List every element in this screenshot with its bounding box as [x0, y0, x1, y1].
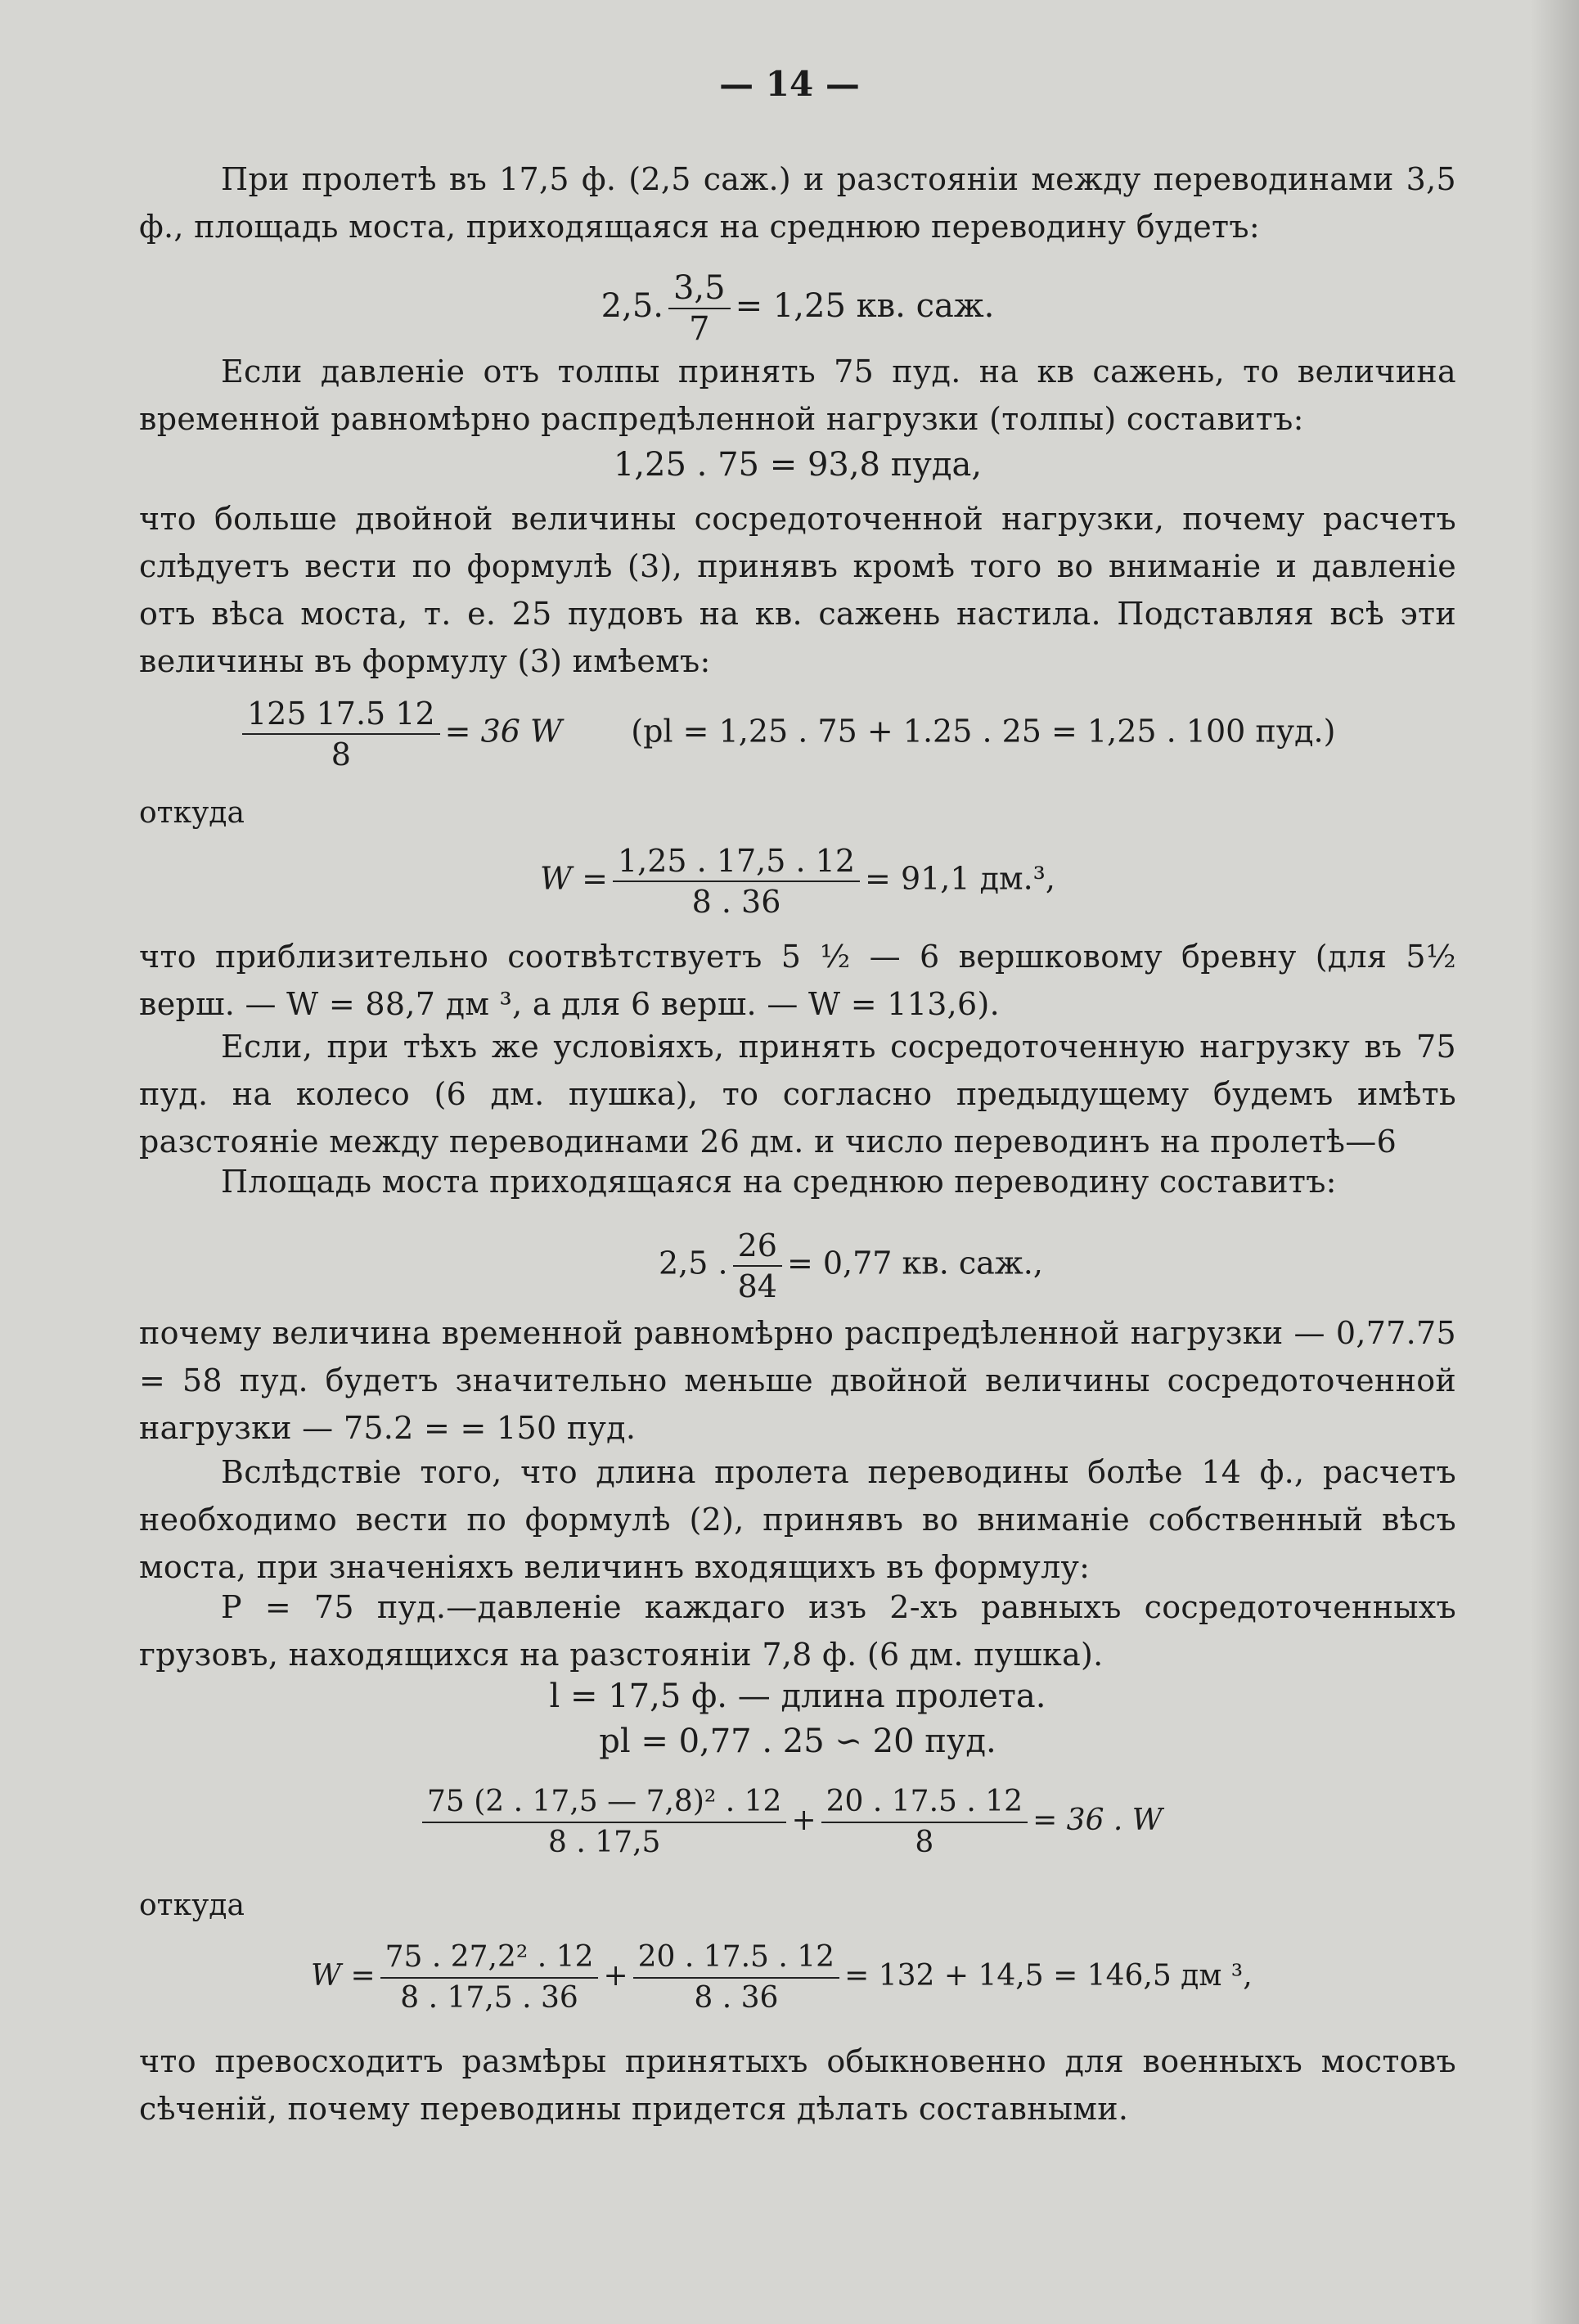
paragraph-7-block — [139, 1309, 1456, 1452]
paragraph-2: Если давленіе отъ толпы принять 75 пуд. на кв сажень, то величина временной равномѣрно распредѣленной нагрузки (толпы) составитъ: — [139, 354, 1456, 437]
formula-6: l = 17,5 ф. — длина пролета. — [549, 1678, 1046, 1715]
formula-3-rhs: = 36 W — [444, 713, 563, 750]
formula-2: 1,25 . 75 = 93,8 пуда, — [613, 446, 983, 484]
formula-8-plus: + — [791, 1804, 816, 1837]
formula-8-fraction-2 — [821, 1784, 1028, 1861]
otkuda-label-1: откуда — [139, 796, 245, 830]
paragraph-7: почему величина временной равномѣрно распредѣленной нагрузки — 0,77.75 = 58 пуд. будетъ значительно меньше двойной величины сосредоточенной нагрузки — 75.2 = = 150 пуд. — [139, 1315, 1456, 1446]
paragraph-3-block — [139, 495, 1456, 685]
formula-9-lhs: W = — [311, 1959, 376, 1993]
formula-8-den-1: 8 . 17,5 — [548, 1826, 661, 1859]
formula-1-fraction — [668, 270, 731, 347]
otkuda-label-2: откуда — [139, 1889, 245, 1922]
paragraph-6-block — [139, 1158, 1456, 1205]
paragraph-1: При пролетѣ въ 17,5 ф. (2,5 саж.) и разстояніи между переводинами 3,5 ф., площадь моста, приходящаяся на среднюю переводину будетъ: — [139, 161, 1456, 245]
formula-5-lhs: 2,5 . — [659, 1245, 728, 1281]
paragraph-4: что приблизительно соотвѣтствуетъ 5 ½ — 6 вершковому бревну (для 5½ верш. — W = 88,7 дм ³, а для 6 верш. — W = 113,6). — [139, 939, 1456, 1022]
paragraph-4-block — [139, 933, 1456, 1028]
formula-8-fraction-1 — [422, 1784, 786, 1861]
formula-3 — [237, 696, 1335, 772]
formula-9-den-2: 8 . 36 — [694, 1981, 779, 2015]
formula-8-den-2: 8 — [915, 1826, 934, 1859]
formula-3-den: 8 — [331, 736, 351, 772]
formula-4-den: 8 . 36 — [691, 884, 781, 920]
formula-4-lhs: W = — [540, 860, 608, 897]
formula-1-lhs: 2,5. — [601, 287, 664, 325]
formula-3-num: 125 17.5 12 — [242, 696, 440, 735]
formula-1-num: 3,5 — [668, 270, 731, 309]
paragraph-9-block — [139, 1583, 1456, 1678]
paragraph-10-block — [139, 2038, 1456, 2133]
formula-4-rhs: = 91,1 дм.³, — [865, 860, 1055, 897]
formula-3-fraction — [242, 696, 440, 772]
formula-8-num-2: 20 . 17.5 . 12 — [821, 1784, 1028, 1823]
formula-9-den-1: 8 . 17,5 . 36 — [400, 1981, 578, 2015]
formula-9-fraction-1 — [380, 1939, 599, 2016]
formula-5 — [659, 1227, 1043, 1304]
formula-9-plus: + — [603, 1959, 628, 1993]
paragraph-3: что больше двойной величины сосредоточенной нагрузки, почему расчетъ слѣдуетъ вести по формулѣ (3), принявъ кромѣ того во вниманіе и давленіе отъ вѣса моста, т. е. 25 пудовъ на кв. сажень настила. Подставляя всѣ эти величины въ формулу (3) имѣемъ: — [139, 501, 1456, 679]
formula-5-den: 84 — [737, 1268, 777, 1304]
formula-9-num-1: 75 . 27,2² . 12 — [380, 1939, 599, 1979]
page-number: — 14 — — [719, 64, 860, 104]
paragraph-10: что превосходитъ размѣры принятыхъ обыкновенно для военныхъ мостовъ сѣченій, почему переводины придется дѣлать составными. — [139, 2043, 1456, 2127]
formula-9 — [311, 1939, 1253, 2016]
formula-3-note: (pl = 1,25 . 75 + 1.25 . 25 = 1,25 . 100 пуд.) — [631, 713, 1336, 750]
formula-4-fraction — [613, 843, 860, 920]
formula-5-fraction — [733, 1227, 782, 1304]
paragraph-8-block — [139, 1448, 1456, 1591]
formula-9-fraction-2 — [633, 1939, 839, 2016]
formula-8 — [417, 1784, 1163, 1861]
paragraph-1-block — [139, 155, 1456, 250]
paragraph-9: P = 75 пуд.—давленіе каждаго изъ 2-хъ равныхъ сосредоточенныхъ грузовъ, находящихся на разстояніи 7,8 ф. (6 дм. пушка). — [139, 1589, 1456, 1673]
paragraph-5-block — [139, 1023, 1456, 1165]
page-edge-shadow — [1530, 0, 1579, 2324]
paragraph-6: Площадь моста приходящаяся на среднюю переводину составитъ: — [221, 1164, 1337, 1200]
formula-8-rhs: = 36 . W — [1032, 1804, 1163, 1837]
formula-9-rhs: = 132 + 14,5 = 146,5 дм ³, — [844, 1959, 1253, 1993]
formula-8-num-1: 75 (2 . 17,5 — 7,8)² . 12 — [422, 1784, 786, 1823]
paragraph-2-block — [139, 348, 1456, 443]
formula-1 — [139, 270, 1456, 347]
formula-1-den: 7 — [689, 310, 710, 348]
paragraph-8: Вслѣдствіе того, что длина пролета переводины болѣе 14 ф., расчетъ необходимо вести по формулѣ (2), принявъ во вниманіе собственный вѣсъ моста, при значеніяхъ величинъ входящихъ въ формулу: — [139, 1454, 1456, 1585]
formula-4 — [540, 843, 1055, 920]
formula-5-rhs: = 0,77 кв. саж., — [786, 1245, 1043, 1281]
formula-4-num: 1,25 . 17,5 . 12 — [613, 843, 860, 882]
formula-7: pl = 0,77 . 25 ∽ 20 пуд. — [599, 1723, 996, 1760]
formula-1-rhs: = 1,25 кв. саж. — [735, 287, 995, 325]
formula-9-num-2: 20 . 17.5 . 12 — [633, 1939, 839, 1979]
formula-5-num: 26 — [733, 1227, 782, 1267]
paragraph-5: Если, при тѣхъ же условіяхъ, принять сосредоточенную нагрузку въ 75 пуд. на колесо (6 дм. пушка), то согласно предыдущему будемъ имѣть разстояніе между переводинами 26 дм. и число переводинъ на пролетѣ—6 — [139, 1029, 1456, 1160]
